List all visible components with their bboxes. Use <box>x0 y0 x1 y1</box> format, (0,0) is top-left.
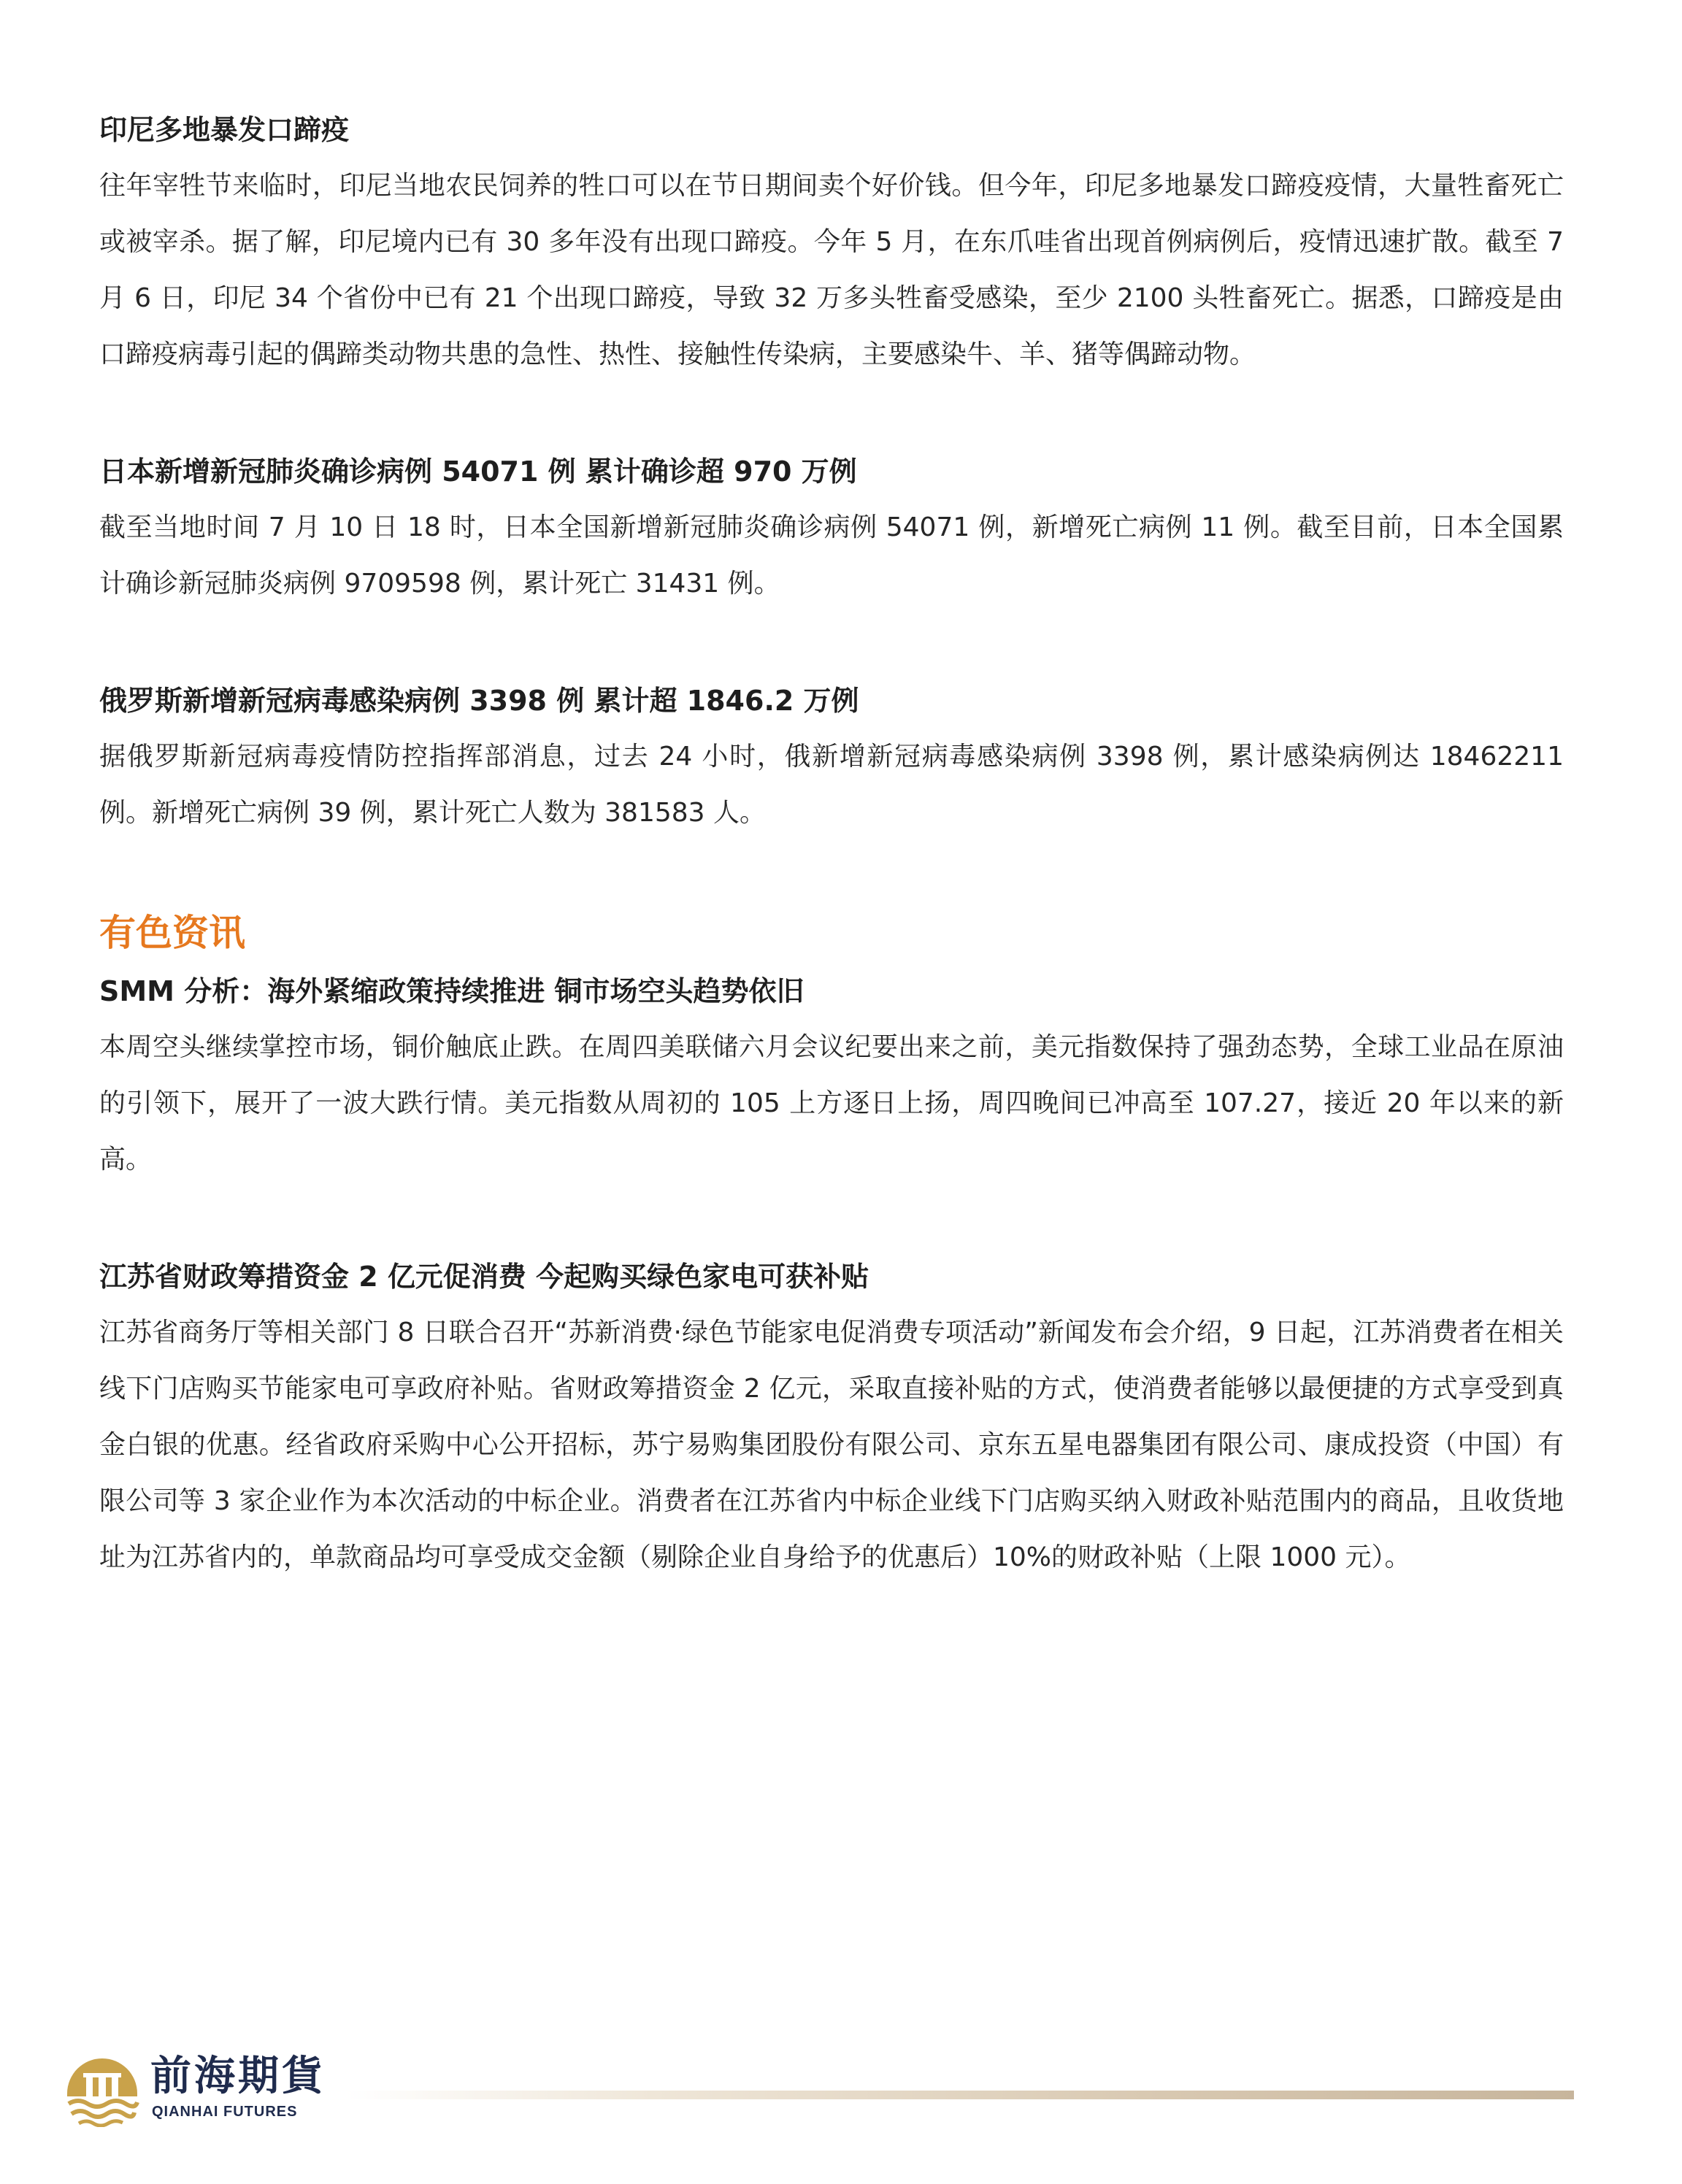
section-heading-nonferrous: 有色资讯 <box>99 912 245 954</box>
logo-english-name: QIANHAI FUTURES <box>152 2104 298 2120</box>
article-indonesia-fmd <box>99 102 1564 382</box>
article-jiangsu-subsidy <box>99 1249 1564 1585</box>
article-body: 往年宰牲节来临时，印尼当地农民饲养的牲口可以在节日期间卖个好价钱。但今年，印尼多地暴发口蹄疫疫情，大量牲畜死亡或被宰杀。据了解，印尼境内已有 30 多年没有出现口蹄疫。今年 5 月，在东爪哇省出现首例病例后，疫情迅速扩散。截至 7 月 6 日，印尼 34 个省份中已有 21 个出现口蹄疫，导致 32 万多头牲畜受感染，至少 2100 头牲畜死亡。据悉，口蹄疫是由口蹄疫病毒引起的偶蹄类动物共患的急性、热性、接触性传染病，主要感染牛、羊、猪等偶蹄动物。 <box>99 171 1564 369</box>
article-title: 日本新增新冠肺炎确诊病例 54071 例 累计确诊超 970 万例 <box>99 455 857 488</box>
article-title: 印尼多地暴发口蹄疫 <box>99 114 350 146</box>
page-content <box>99 102 1564 1647</box>
article-title: SMM 分析：海外紧缩政策持续推进 铜市场空头趋势依旧 <box>99 975 804 1007</box>
article-title: 俄罗斯新增新冠病毒感染病例 3398 例 累计超 1846.2 万例 <box>99 685 859 717</box>
page-footer <box>64 2051 1575 2131</box>
qianhai-logo-icon <box>64 2051 140 2127</box>
logo-chinese-name: 前海期貨 <box>150 2052 326 2100</box>
footer-divider <box>346 2091 1574 2099</box>
article-title: 江苏省财政筹措资金 2 亿元促消费 今起购买绿色家电可获补贴 <box>99 1261 869 1293</box>
article-body: 截至当地时间 7 月 10 日 18 时，日本全国新增新冠肺炎确诊病例 54071 例，新增死亡病例 11 例。截至目前，日本全国累计确诊新冠肺炎病例 9709598 例，累计死亡 31431 例。 <box>99 512 1564 599</box>
article-body: 本周空头继续掌控市场，铜价触底止跌。在周四美联储六月会议纪要出来之前，美元指数保持了强劲态势，全球工业品在原油的引领下，展开了一波大跌行情。美元指数从周初的 105 上方逐日上扬，周四晚间已冲高至 107.27，接近 20 年以来的新高。 <box>99 1032 1564 1174</box>
article-japan-covid <box>99 444 1564 612</box>
article-smm-copper <box>99 964 1564 1188</box>
article-body: 江苏省商务厅等相关部门 8 日联合召开“苏新消费·绿色节能家电促消费专项活动”新闻发布会介绍，9 日起，江苏消费者在相关线下门店购买节能家电可享政府补贴。省财政筹措资金 2 亿元，采取直接补贴的方式，使消费者能够以最便捷的方式享受到真金白银的优惠。经省政府采购中心公开招标，苏宁易购集团股份有限公司、京东五星电器集团有限公司、康成投资（中国）有限公司等 3 家企业作为本次活动的中标企业。消费者在江苏省内中标企业线下门店购买纳入财政补贴范围内的商品，且收货地址为江苏省内的，单款商品均可享受成交金额（剔除企业自身给予的优惠后）10%的财政补贴（上限 1000 元）。 <box>99 1318 1564 1572</box>
article-russia-covid <box>99 673 1564 841</box>
article-body: 据俄罗斯新冠病毒疫情防控指挥部消息，过去 24 小时，俄新增新冠病毒感染病例 3398 例，累计感染病例达 18462211 例。新增死亡病例 39 例，累计死亡人数为 381583 人。 <box>99 742 1564 828</box>
